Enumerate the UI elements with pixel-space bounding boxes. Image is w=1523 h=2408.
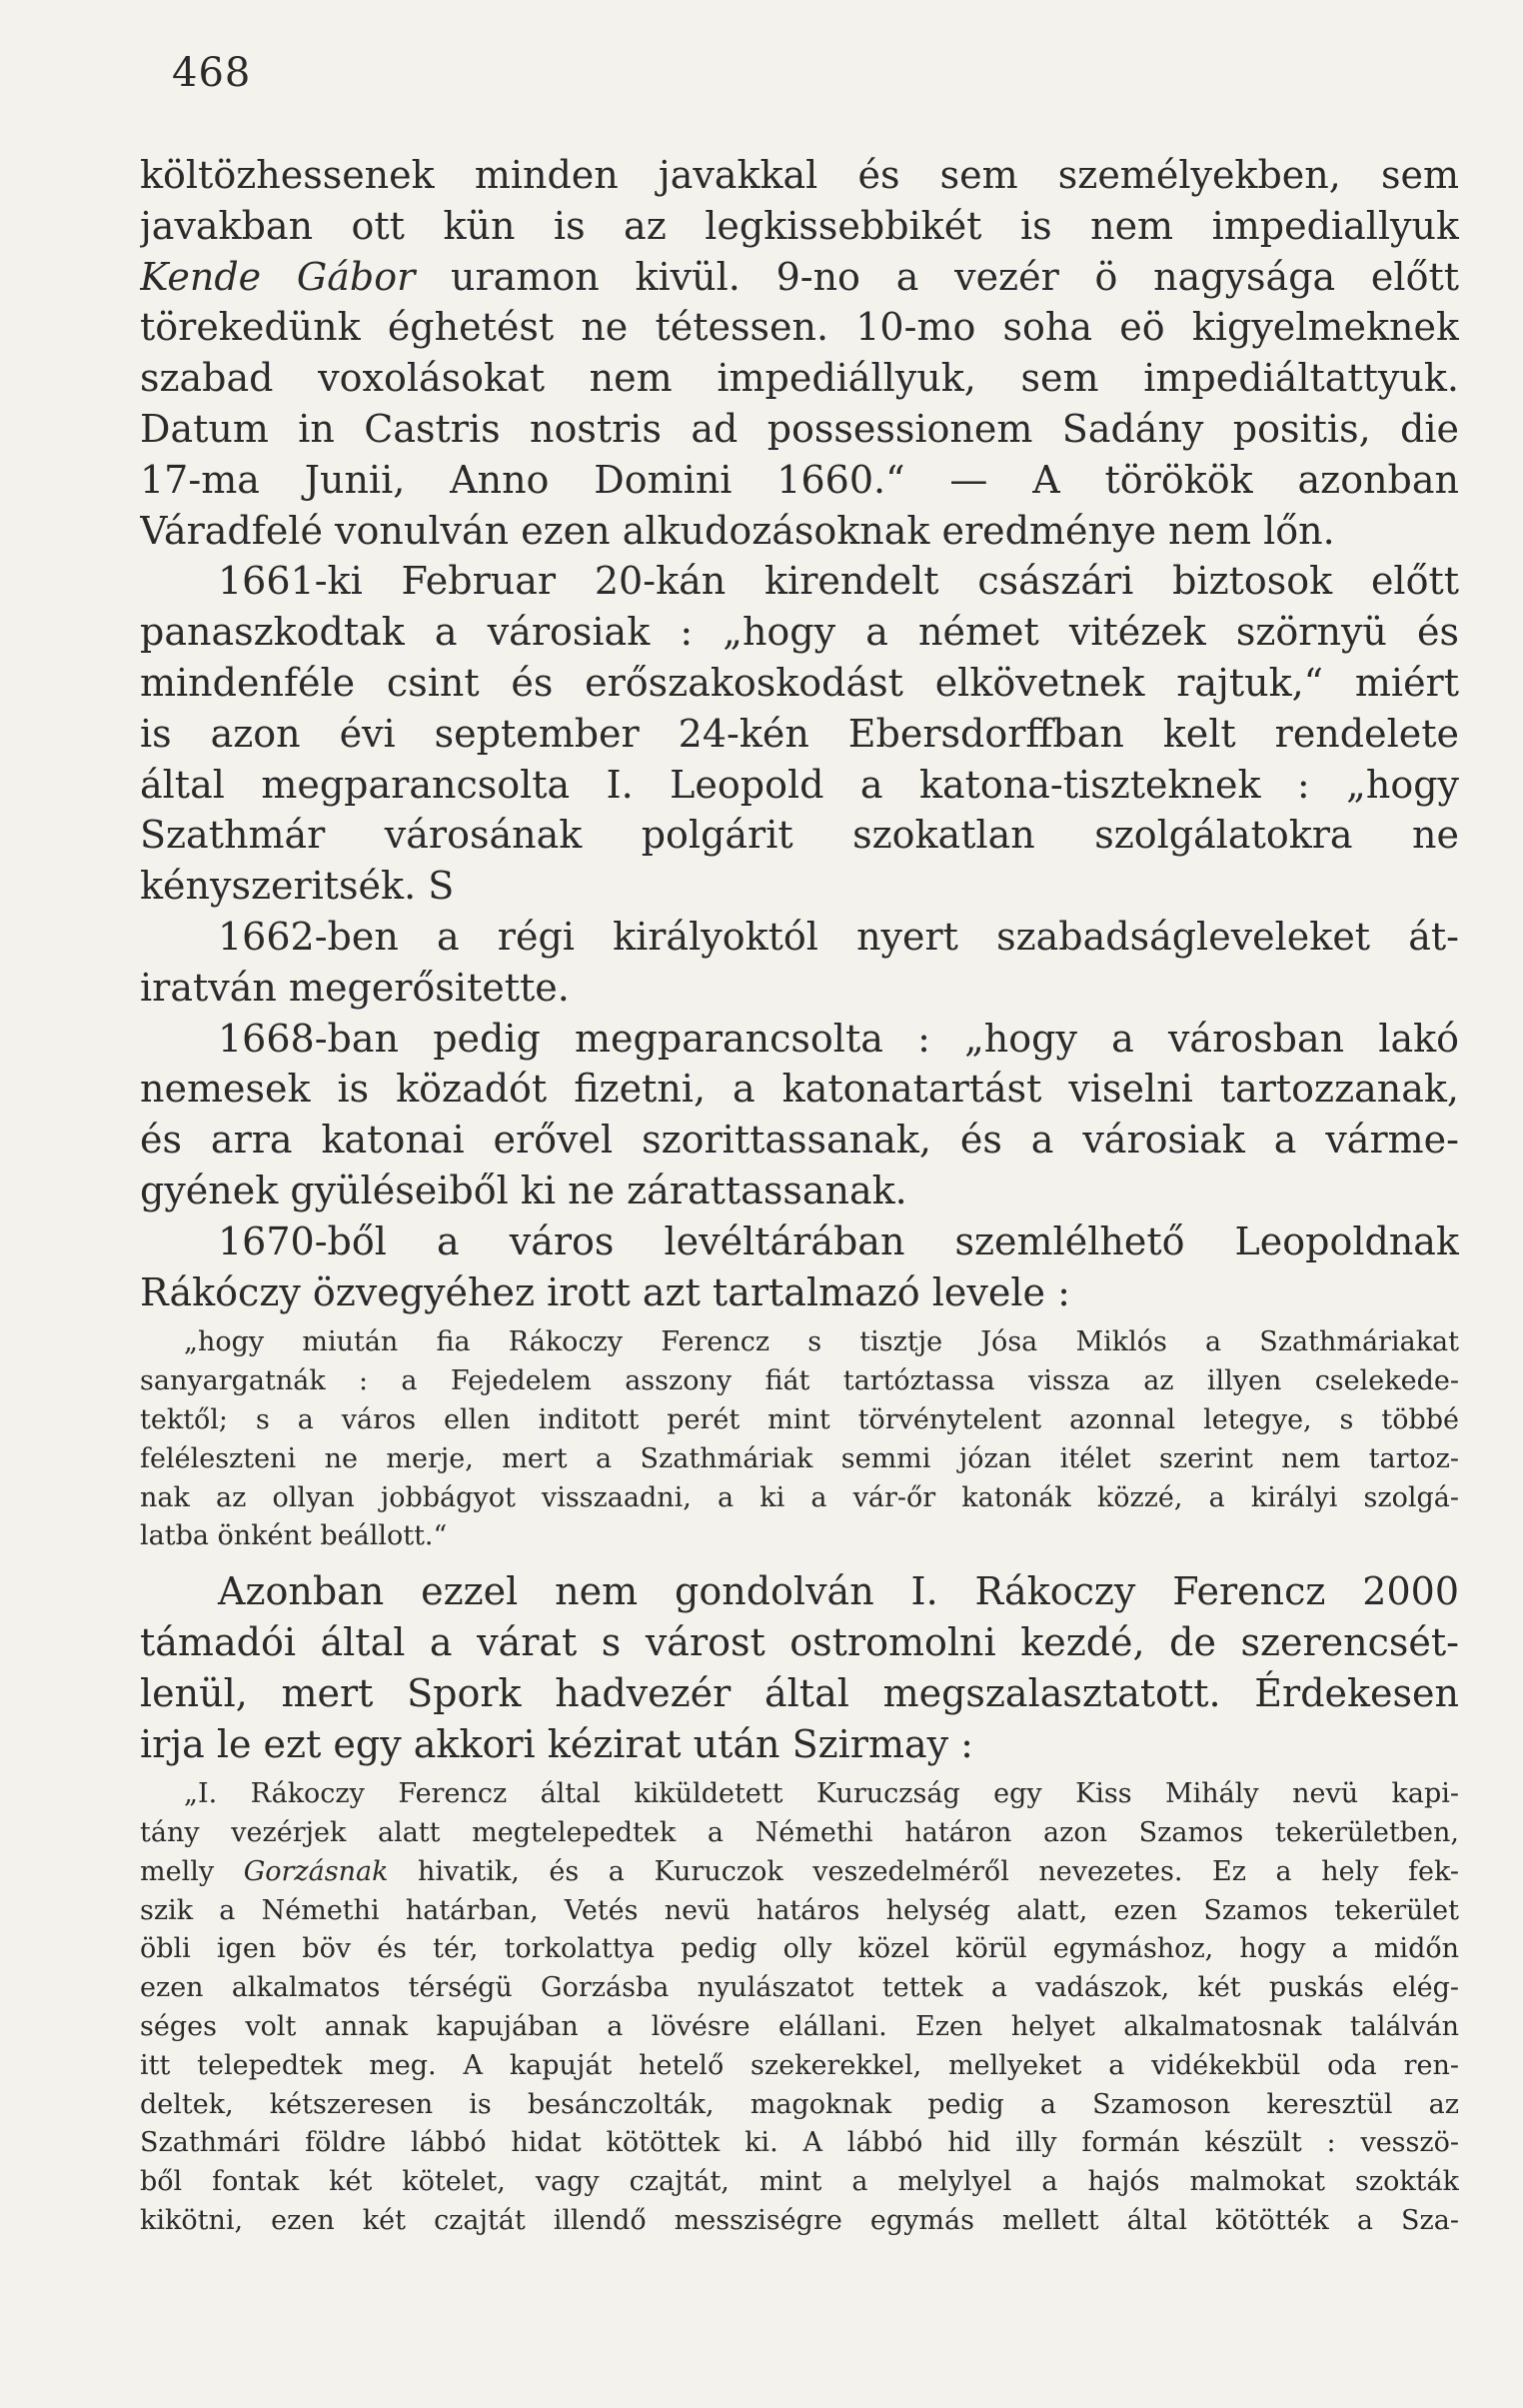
quote-line: nak az ollyan jobbágyot visszaadni, a ki a vár-őr katonák közzé, a királyi szolgá- (140, 1481, 1459, 1513)
quote-line: latba önként beállott.“ (140, 1520, 448, 1552)
text-line: szabad voxolásokat nem impediállyuk, sem impediáltattyuk. (140, 356, 1459, 401)
text-line: nemesek is közadót fizetni, a katonatartást viselni tartozzanak, (140, 1067, 1459, 1112)
body-text (140, 150, 1459, 2241)
text-line: költözhessenek minden javakkal és sem személyekben, sem (140, 153, 1459, 197)
quote-line: itt telepedtek meg. A kapuját hetelő szekerekkel, mellyeket a vidékekbül oda ren- (140, 2049, 1459, 2081)
quote-line: „I. Rákoczy Ferencz által kiküldetett Kuruczság egy Kiss Mihály nevü kapi- (184, 1778, 1459, 1810)
paragraph (140, 1216, 1459, 1318)
text-line: iratván megerősitette. (140, 965, 570, 1010)
paragraph (140, 1566, 1459, 1769)
quote-block (140, 1775, 1459, 2241)
text-line: Azonban ezzel nem gondolván I. Rákoczy Ferencz 2000 (218, 1569, 1459, 1614)
quote-line: sanyargatnák : a Fejedelem asszony fiát tartóztassa vissza az illyen cselekede- (140, 1365, 1459, 1397)
text-line: 1662-ben a régi királyoktól nyert szabadságleveleket át- (218, 914, 1459, 959)
italic-name: Kende Gábor (140, 254, 416, 299)
text-line: Rákóczy özvegyéhez irott azt tartalmazó levele : (140, 1269, 1070, 1314)
text-line: Szathmár városának polgárit szokatlan szolgálatokra ne (140, 813, 1459, 858)
quote-line: kikötni, ezen két czajtát illendő messziségre egymás mellett által kötötték a Sza- (140, 2205, 1459, 2237)
text-line: által megparancsolta I. Leopold a katona-tiszteknek : „hogy (140, 762, 1459, 807)
text-line: is azon évi september 24-kén Ebersdorffban kelt rendelete (140, 711, 1459, 756)
spacer (140, 1556, 1459, 1566)
quote-line: tektől; s a város ellen inditott perét mint törvénytelent azonnal letegye, s többé (140, 1403, 1459, 1435)
quote-line: Szathmári földre lábbó hidat kötöttek ki. A lábbó hid illy formán készült : vesszö- (140, 2127, 1459, 2159)
text-line: támadói által a várat s várost ostromolni kezdé, de szerencsét- (140, 1619, 1459, 1664)
text-line: mindenféle csint és erőszakoskodást elkövetnek rajtuk,“ miért (140, 660, 1459, 705)
text-line: 1670-ből a város levéltárában szemlélhető Leopoldnak (218, 1218, 1459, 1263)
text-line: Datum in Castris nostris ad possessionem Sadány positis, die (140, 406, 1459, 451)
page-number: 468 (172, 50, 252, 96)
paragraph (140, 1014, 1459, 1216)
text-line: irja le ezt egy akkori kézirat után Szirmay : (140, 1721, 973, 1766)
text-line: 1661-ki Februar 20-kán kirendelt császári biztosok előtt (218, 559, 1459, 604)
quote-line: tány vezérjek alatt megtelepedtek a Némethi határon azon Szamos tekerületben, (140, 1817, 1459, 1849)
quote-line: deltek, kétszeresen is besánczolták, magoknak pedig a Szamoson keresztül az (140, 2088, 1459, 2120)
text-line: Váradfelé vonulván ezen alkudozásoknak eredménye nem lőn. (140, 508, 1335, 553)
quote-line: ezen alkalmatos térségü Gorzásba nyulászatot tettek a vadászok, két puskás elég- (140, 1972, 1459, 2004)
paragraph (140, 912, 1459, 1014)
text-line: javakban ott kün is az legkissebbikét is nem impediallyuk (140, 203, 1459, 248)
quote-line: öbli igen böv és tér, torkolattya pedig olly közel körül egymáshoz, hogy a midőn (140, 1933, 1459, 1965)
paragraph (140, 556, 1459, 912)
quote-line: „hogy miután fia Rákoczy Ferencz s tisztje Jósa Miklós a Szathmáriakat (184, 1326, 1459, 1358)
text-line: lenül, mert Spork hadvezér által megszalasztatott. Érdekesen (140, 1670, 1459, 1715)
italic-name: Gorzásnak (243, 1855, 389, 1887)
quote-block (140, 1323, 1459, 1556)
quote-line: séges volt annak kapujában a lövésre elállani. Ezen helyet alkalmatosnak találván (140, 2011, 1459, 2043)
text-line: 17-ma Junii, Anno Domini 1660.“ — A törökök azonban (140, 457, 1459, 502)
text-line: kényszeritsék. S (140, 864, 455, 909)
text-line: és arra katonai erővel szorittassanak, és a városiak a vármе- (140, 1118, 1459, 1163)
paragraph (140, 150, 1459, 556)
text-line: panaszkodtak a városiak : „hogy a német vitézek szörnyü és (140, 610, 1459, 655)
quote-line: melly Gorzásnak hivatik, és a Kuruczok veszedelméről nevezetes. Ez a hely fek- (140, 1855, 1459, 1887)
quote-line: szik a Némethi határban, Vetés nevü határos helység alatt, ezen Szamos tekerület (140, 1894, 1459, 1926)
text-line: gyének gyüléseiből ki ne zárattassanak. (140, 1168, 907, 1212)
quote-line: ből fontak két kötelet, vagy czajtát, mint a melylyel a hajós malmokat szokták (140, 2166, 1459, 2198)
text-line: Kende Gábor uramon kivül. 9-no a vezér ö nagysága előtt (140, 254, 1459, 299)
text-line: 1668-ban pedig megparancsolta : „hogy a városban lakó (218, 1016, 1459, 1061)
quote-line: feléleszteni ne merje, mert a Szathmáriak semmi józan itélet szerint nem tartoz- (140, 1442, 1459, 1474)
text-line: törekedünk éghetést ne tétessen. 10-mo soha eö kigyelmeknek (140, 305, 1459, 350)
